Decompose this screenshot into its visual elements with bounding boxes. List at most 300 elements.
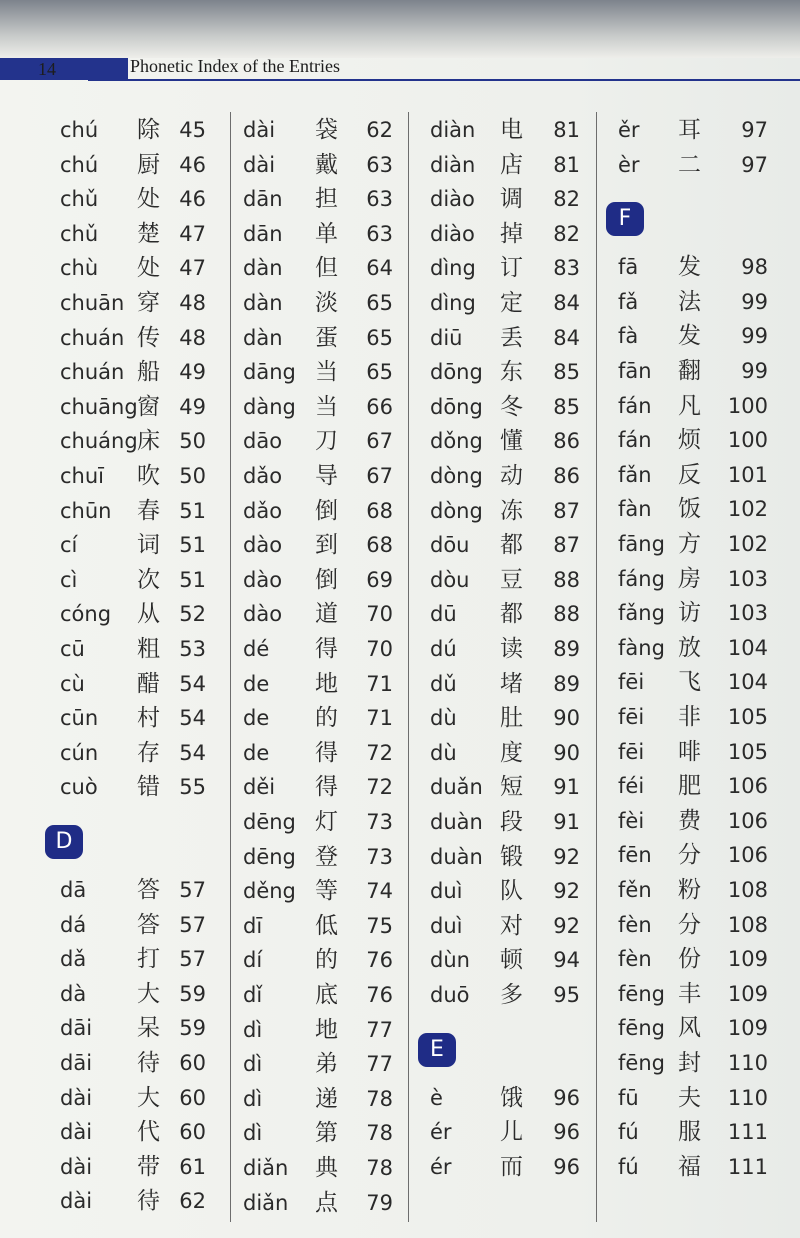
index-entry (243, 736, 401, 770)
entry-page: 109 (727, 947, 768, 972)
index-entry (618, 942, 776, 976)
entry-pinyin: fáng (618, 566, 665, 591)
entry-page: 94 (553, 948, 580, 973)
entry-page: 91 (553, 775, 580, 800)
entry-page: 108 (727, 912, 768, 937)
header-band-mid (88, 58, 128, 80)
entry-page: 49 (179, 360, 206, 385)
index-entry (618, 1011, 776, 1045)
entry-pinyin: féi (618, 774, 645, 799)
entry-page: 84 (553, 325, 580, 350)
entry-page: 73 (366, 810, 393, 834)
index-entry (60, 977, 214, 1011)
entry-character: 啡 (678, 738, 701, 765)
entry-pinyin: dōng (430, 360, 483, 385)
index-entry (618, 908, 776, 942)
entry-pinyin: dù (430, 740, 457, 765)
index-entry (60, 1081, 214, 1115)
index-entry (60, 908, 214, 942)
entry-character: 福 (678, 1153, 701, 1180)
index-entry (243, 459, 401, 493)
index-entry (243, 667, 401, 701)
entry-pinyin: fèi (618, 808, 645, 833)
index-entry (60, 667, 214, 701)
entry-pinyin: èr (618, 152, 640, 177)
index-entry (60, 182, 214, 216)
entry-character: 掉 (500, 220, 523, 247)
entry-character: 当 (315, 393, 338, 420)
entry-page: 82 (553, 221, 580, 246)
index-entry (430, 943, 588, 977)
entry-page: 87 (553, 498, 580, 523)
entry-character: 放 (678, 634, 701, 661)
entry-pinyin: diǎn (243, 1156, 289, 1180)
entry-pinyin: fān (618, 359, 652, 383)
entry-page: 70 (366, 637, 393, 661)
entry-character: 豆 (500, 566, 523, 593)
entry-pinyin: cū (60, 637, 85, 661)
index-entry (243, 770, 401, 804)
index-entry (430, 874, 588, 908)
column-divider (596, 112, 597, 1222)
index-entry (618, 389, 776, 423)
entry-pinyin: dìng (430, 291, 476, 315)
entry-character: 短 (500, 774, 523, 801)
entry-character: 处 (137, 255, 160, 282)
entry-page: 98 (741, 255, 768, 280)
entry-character: 份 (678, 946, 701, 973)
entry-character: 方 (678, 531, 701, 557)
entry-page: 99 (741, 289, 768, 314)
index-entry (243, 909, 401, 943)
entry-pinyin: dú (430, 637, 457, 661)
entry-page: 72 (366, 775, 393, 800)
entry-pinyin: fēi (618, 670, 645, 695)
entry-pinyin: dēng (243, 810, 296, 834)
entry-character: 当 (315, 359, 338, 386)
entry-page: 47 (179, 256, 206, 281)
index-entry (430, 736, 588, 770)
entry-page: 91 (553, 810, 580, 834)
index-entry (618, 596, 776, 630)
entry-pinyin: cù (60, 671, 85, 696)
index-entry (243, 805, 401, 839)
index-entry (243, 701, 401, 735)
entry-pinyin: dào (243, 567, 283, 592)
entry-page: 75 (366, 913, 393, 938)
index-entry (430, 909, 588, 943)
entry-page: 105 (727, 705, 768, 729)
entry-pinyin: dài (243, 118, 276, 142)
entry-character: 夫 (678, 1084, 701, 1111)
index-entry (618, 631, 776, 665)
entry-character: 点 (315, 1189, 338, 1216)
entry-pinyin: dào (243, 602, 283, 627)
entry-pinyin: dēng (243, 844, 296, 869)
page-number: 14 (38, 59, 56, 79)
entry-character: 袋 (315, 117, 338, 143)
entry-pinyin: fēi (618, 705, 645, 729)
entry-character: 刀 (315, 428, 338, 455)
entry-pinyin: dāo (243, 429, 283, 454)
entry-page: 51 (179, 567, 206, 592)
entry-page: 47 (179, 221, 206, 246)
index-entry (60, 736, 214, 770)
index-entry (618, 250, 776, 284)
entry-pinyin: diǎn (243, 1190, 289, 1215)
entry-pinyin: dàng (243, 394, 296, 419)
entry-page: 59 (179, 981, 206, 1006)
index-entry (430, 805, 588, 839)
index-entry (430, 113, 588, 147)
entry-page: 86 (553, 429, 580, 454)
entry-page: 106 (727, 808, 768, 833)
entry-pinyin: dī (243, 913, 263, 938)
index-entry (618, 423, 776, 457)
index-entry (618, 354, 776, 388)
entry-pinyin: de (243, 671, 270, 696)
entry-page: 54 (179, 706, 206, 731)
entry-pinyin: fěn (618, 878, 652, 902)
index-entry (430, 978, 588, 1012)
entry-pinyin: fēng (618, 1016, 665, 1041)
entry-character: 大 (137, 980, 160, 1007)
entry-page: 65 (366, 325, 393, 350)
entry-page: 97 (741, 118, 768, 142)
entry-character: 翻 (678, 358, 701, 384)
entry-page: 51 (179, 498, 206, 523)
index-entry (243, 1082, 401, 1116)
entry-character: 从 (137, 601, 160, 628)
entry-page: 109 (727, 1016, 768, 1041)
entry-page: 82 (553, 187, 580, 212)
entry-character: 春 (137, 497, 160, 524)
entry-character: 得 (315, 774, 338, 801)
entry-character: 倒 (315, 497, 338, 524)
entry-character: 船 (137, 359, 160, 386)
entry-page: 83 (553, 256, 580, 281)
entry-page: 60 (179, 1120, 206, 1145)
entry-character: 村 (137, 705, 160, 732)
entry-pinyin: dǎ (60, 947, 87, 972)
entry-character: 地 (315, 670, 338, 697)
entry-page: 89 (553, 637, 580, 661)
entry-character: 存 (137, 739, 160, 766)
entry-character: 肥 (678, 773, 701, 800)
index-entry (243, 1151, 401, 1185)
entry-character: 定 (500, 290, 523, 316)
entry-character: 风 (678, 1015, 701, 1042)
entry-character: 单 (315, 220, 338, 247)
index-entry (618, 1081, 776, 1115)
index-entry (60, 251, 214, 285)
index-entry (243, 494, 401, 528)
index-entry (618, 1046, 776, 1080)
entry-character: 分 (678, 911, 701, 938)
index-entry (243, 390, 401, 424)
section-letter-badge: E (418, 1033, 456, 1067)
entry-pinyin: fēng (618, 981, 665, 1006)
index-entry (243, 148, 401, 182)
index-entry (618, 527, 776, 561)
entry-pinyin: dòng (430, 498, 483, 523)
running-title: Phonetic Index of the Entries (130, 56, 340, 76)
entry-pinyin: dà (60, 981, 87, 1006)
index-entry (60, 1046, 214, 1080)
entry-pinyin: de (243, 740, 270, 765)
entry-pinyin: ér (430, 1120, 452, 1145)
index-entry (60, 1150, 214, 1184)
index-entry (430, 424, 588, 458)
entry-page: 59 (179, 1016, 206, 1041)
entry-page: 99 (741, 359, 768, 383)
entry-pinyin: dàn (243, 256, 283, 281)
index-entry (243, 217, 401, 251)
entry-page: 76 (366, 948, 393, 973)
entry-page: 69 (366, 567, 393, 592)
entry-page: 79 (366, 1190, 393, 1215)
entry-page: 90 (553, 740, 580, 765)
entry-pinyin: dòng (430, 464, 483, 488)
entry-character: 二 (678, 151, 701, 178)
entry-page: 61 (179, 1154, 206, 1179)
entry-pinyin: fàng (618, 635, 665, 660)
entry-character: 厨 (137, 151, 160, 178)
index-entry (243, 321, 401, 355)
entry-character: 底 (315, 982, 338, 1008)
entry-character: 多 (500, 982, 523, 1008)
entry-character: 呆 (137, 1015, 160, 1042)
index-entry (243, 874, 401, 908)
entry-pinyin: dān (243, 187, 283, 212)
entry-pinyin: fēi (618, 739, 645, 764)
entry-pinyin: dài (60, 1085, 93, 1110)
entry-character: 堵 (500, 670, 523, 697)
index-entry (618, 838, 776, 872)
entry-character: 词 (137, 532, 160, 559)
entry-character: 的 (315, 947, 338, 974)
entry-pinyin: děi (243, 775, 276, 800)
entry-pinyin: dé (243, 637, 270, 661)
entry-page: 86 (553, 464, 580, 488)
index-entry (430, 459, 588, 493)
entry-pinyin: dàn (243, 291, 283, 315)
entry-character: 耳 (678, 117, 701, 143)
entry-pinyin: chuán (60, 325, 125, 350)
index-entry (243, 1186, 401, 1220)
page-top-shadow (0, 0, 800, 58)
entry-pinyin: fú (618, 1120, 639, 1145)
entry-page: 68 (366, 498, 393, 523)
entry-page: 46 (179, 187, 206, 212)
entry-pinyin: dǐ (243, 983, 263, 1007)
entry-page: 67 (366, 429, 393, 454)
entry-page: 87 (553, 533, 580, 558)
section-letter-badge: D (45, 825, 83, 859)
entry-pinyin: fǎng (618, 601, 665, 626)
entry-page: 92 (553, 879, 580, 904)
entry-page: 54 (179, 740, 206, 765)
index-entry (243, 1013, 401, 1047)
entry-page: 62 (366, 118, 393, 142)
entry-character: 服 (678, 1119, 701, 1146)
index-entry (618, 977, 776, 1011)
entry-pinyin: diàn (430, 118, 476, 142)
entry-character: 待 (137, 1050, 160, 1076)
entry-page: 51 (179, 533, 206, 558)
entry-pinyin: dù (430, 706, 457, 731)
entry-page: 110 (727, 1051, 768, 1075)
entry-pinyin: cuò (60, 775, 98, 800)
entry-character: 楚 (137, 220, 160, 247)
entry-character: 费 (678, 807, 701, 834)
entry-pinyin: chù (60, 256, 99, 281)
entry-pinyin: fàn (618, 497, 652, 522)
entry-page: 101 (727, 462, 768, 487)
entry-page: 73 (366, 844, 393, 869)
section-letter-badge: F (606, 202, 644, 236)
entry-page: 111 (727, 1120, 768, 1145)
entry-character: 传 (137, 324, 160, 351)
entry-character: 答 (137, 877, 160, 903)
index-entry (60, 770, 214, 804)
index-entry (618, 285, 776, 319)
entry-pinyin: dǔ (430, 671, 457, 696)
index-entry (60, 1115, 214, 1149)
entry-page: 102 (727, 497, 768, 522)
entry-pinyin: duàn (430, 844, 483, 869)
entry-page: 50 (179, 464, 206, 488)
index-entry (60, 701, 214, 735)
entry-pinyin: cí (60, 533, 78, 558)
entry-pinyin: dāng (243, 360, 296, 385)
entry-page: 96 (553, 1085, 580, 1110)
index-entry (60, 494, 214, 528)
entry-page: 78 (366, 1121, 393, 1146)
index-entry (243, 355, 401, 389)
entry-character: 到 (315, 532, 338, 559)
entry-page: 63 (366, 187, 393, 212)
index-entry (243, 563, 401, 597)
index-entry (618, 113, 776, 147)
entry-character: 访 (678, 600, 701, 627)
entry-character: 灯 (315, 809, 338, 835)
entry-page: 70 (366, 602, 393, 627)
entry-pinyin: diào (430, 187, 475, 212)
entry-page: 60 (179, 1051, 206, 1075)
index-entry (618, 148, 776, 182)
entry-pinyin: chuán (60, 360, 125, 385)
entry-page: 108 (727, 878, 768, 902)
entry-character: 答 (137, 911, 160, 938)
entry-character: 得 (315, 739, 338, 766)
entry-pinyin: fū (618, 1085, 639, 1110)
entry-pinyin: dōu (430, 533, 470, 558)
entry-pinyin: chūn (60, 498, 112, 523)
entry-character: 吹 (137, 463, 160, 489)
entry-page: 67 (366, 464, 393, 488)
entry-page: 63 (366, 221, 393, 246)
entry-character: 烦 (678, 427, 701, 454)
entry-page: 88 (553, 602, 580, 627)
entry-character: 读 (500, 636, 523, 662)
entry-pinyin: dá (60, 912, 87, 937)
entry-character: 调 (500, 186, 523, 213)
entry-character: 肚 (500, 705, 523, 732)
entry-pinyin: fèn (618, 912, 652, 937)
entry-pinyin: dǒng (430, 429, 483, 454)
index-entry (430, 840, 588, 874)
entry-page: 72 (366, 740, 393, 765)
entry-character: 床 (137, 428, 160, 455)
entry-pinyin: dā (60, 878, 87, 902)
index-entry (430, 355, 588, 389)
entry-page: 71 (366, 671, 393, 696)
entry-pinyin: fà (618, 324, 639, 349)
entry-character: 道 (315, 601, 338, 628)
index-entry (243, 424, 401, 458)
entry-pinyin: chuáng (60, 429, 138, 454)
index-entry (430, 494, 588, 528)
entry-character: 的 (315, 705, 338, 732)
entry-character: 订 (500, 255, 523, 282)
entry-pinyin: chǔ (60, 187, 99, 212)
index-entry (60, 390, 214, 424)
index-entry (618, 492, 776, 526)
entry-pinyin: duō (430, 983, 470, 1007)
entry-page: 85 (553, 360, 580, 385)
index-entry (243, 840, 401, 874)
entry-pinyin: dōng (430, 394, 483, 419)
entry-character: 都 (500, 601, 523, 628)
entry-character: 醋 (137, 670, 160, 697)
entry-character: 粉 (678, 877, 701, 903)
index-entry (430, 1115, 588, 1149)
entry-pinyin: dǎo (243, 498, 283, 523)
entry-page: 96 (553, 1154, 580, 1179)
entry-pinyin: dàn (243, 325, 283, 350)
index-entry (60, 632, 214, 666)
entry-pinyin: duàn (430, 810, 483, 834)
entry-character: 低 (315, 912, 338, 939)
entry-page: 84 (553, 291, 580, 315)
entry-character: 戴 (315, 151, 338, 178)
entry-page: 57 (179, 912, 206, 937)
index-entry (618, 735, 776, 769)
index-entry (430, 667, 588, 701)
index-entry (60, 1011, 214, 1045)
index-entry (430, 217, 588, 251)
entry-page: 109 (727, 981, 768, 1006)
entry-character: 代 (137, 1119, 160, 1146)
entry-page: 106 (727, 843, 768, 868)
entry-character: 等 (315, 878, 338, 905)
entry-pinyin: fán (618, 428, 652, 453)
entry-character: 锻 (500, 843, 523, 870)
index-entry (618, 769, 776, 803)
entry-character: 但 (315, 255, 338, 282)
entry-page: 76 (366, 983, 393, 1007)
entry-page: 65 (366, 360, 393, 385)
index-entry (60, 321, 214, 355)
entry-character: 店 (500, 151, 523, 178)
index-entry (243, 182, 401, 216)
index-entry (430, 1081, 588, 1115)
entry-character: 登 (315, 843, 338, 870)
index-entry (430, 182, 588, 216)
entry-pinyin: dào (243, 533, 283, 558)
entry-pinyin: fèn (618, 947, 652, 972)
